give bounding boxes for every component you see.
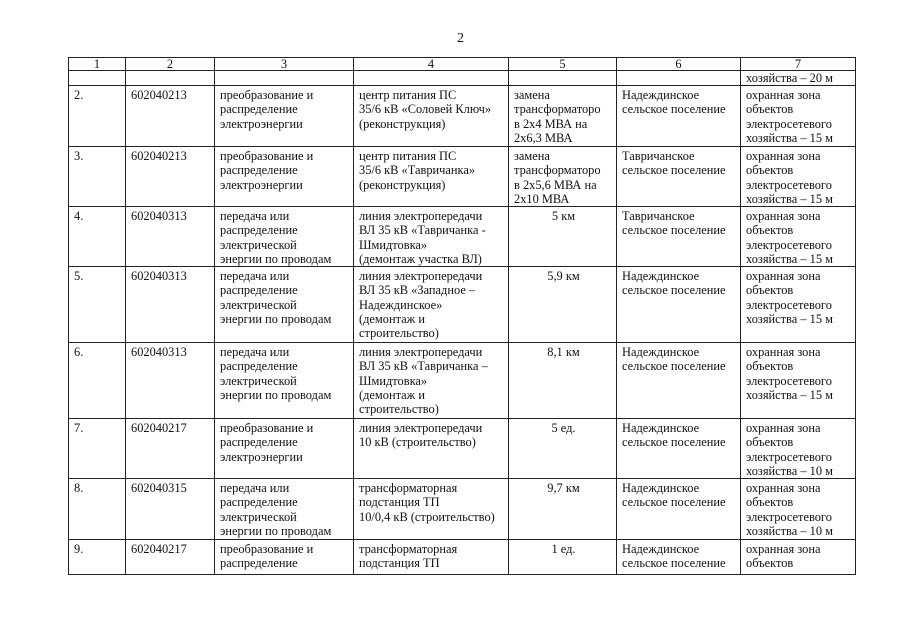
row-number-cell: 4. bbox=[69, 207, 126, 267]
zone-cell: хозяйства – 20 м bbox=[741, 71, 856, 86]
zone-cell bbox=[741, 479, 856, 540]
activity-line: распределение bbox=[220, 359, 298, 374]
measure-line: 8,1 км bbox=[547, 345, 580, 360]
place-line: Надеждинское bbox=[622, 421, 700, 436]
activity-line: преобразование и bbox=[220, 421, 314, 436]
code-cell: 602040313 bbox=[126, 343, 215, 419]
activity-line: распределение bbox=[220, 223, 298, 238]
zone-cell bbox=[741, 540, 856, 575]
zone-line: объектов bbox=[746, 283, 794, 298]
measure-line: замена bbox=[514, 149, 550, 164]
empty-cell bbox=[509, 71, 617, 86]
activity-line: электрической bbox=[220, 373, 297, 388]
activity-line: преобразование и bbox=[220, 88, 314, 103]
place-cell bbox=[617, 343, 741, 419]
activity-cell bbox=[215, 419, 354, 479]
row-number-cell: 9. bbox=[69, 540, 126, 575]
empty-cell bbox=[617, 71, 741, 86]
place-line: Надеждинское bbox=[622, 345, 700, 360]
zone-line: хозяйства – 15 м bbox=[746, 251, 833, 266]
object-line: ВЛ 35 кВ «Тавричанка - bbox=[359, 223, 486, 238]
object-line: подстанция ТП bbox=[359, 495, 440, 510]
measure-cell bbox=[509, 419, 617, 479]
measure-line: 5 ед. bbox=[551, 421, 576, 436]
activity-cell bbox=[215, 540, 354, 575]
row-number-cell: 8. bbox=[69, 479, 126, 540]
zone-line: объектов bbox=[746, 163, 794, 178]
object-line: (демонтаж и bbox=[359, 311, 425, 326]
zone-line: хозяйства – 15 м bbox=[746, 387, 833, 402]
place-line: Надеждинское bbox=[622, 88, 700, 103]
measure-cell bbox=[509, 479, 617, 540]
object-cell bbox=[354, 147, 509, 207]
place-line: сельское поселение bbox=[622, 435, 726, 450]
activity-cell bbox=[215, 86, 354, 147]
activity-line: распределение bbox=[220, 556, 298, 571]
page-number: 2 bbox=[457, 31, 464, 46]
zone-line: объектов bbox=[746, 435, 794, 450]
zone-line: электросетевого bbox=[746, 116, 832, 131]
table-row bbox=[69, 419, 856, 479]
object-line: Надеждинское» bbox=[359, 297, 443, 312]
row-number-cell: 7. bbox=[69, 419, 126, 479]
object-line: 10/0,4 кВ (строительство) bbox=[359, 509, 495, 524]
row-number-cell: 6. bbox=[69, 343, 126, 419]
row-number-cell: 3. bbox=[69, 147, 126, 207]
activity-cell bbox=[215, 267, 354, 343]
activity-line: энергии по проводам bbox=[220, 311, 332, 326]
object-line: трансформаторная bbox=[359, 542, 458, 557]
table-row bbox=[69, 207, 856, 267]
measure-cell bbox=[509, 147, 617, 207]
measure-line: 9,7 км bbox=[547, 481, 580, 496]
activity-line: электрической bbox=[220, 237, 297, 252]
place-line: Тавричанское bbox=[622, 149, 695, 164]
code-cell: 602040313 bbox=[126, 207, 215, 267]
activity-cell bbox=[215, 207, 354, 267]
object-cell bbox=[354, 540, 509, 575]
zone-line: охранная зона bbox=[746, 542, 821, 557]
table-row bbox=[69, 540, 856, 575]
place-line: сельское поселение bbox=[622, 102, 726, 117]
object-line: ВЛ 35 кВ «Западное – bbox=[359, 283, 476, 298]
measure-line: трансформаторо bbox=[514, 102, 601, 117]
table-row bbox=[69, 479, 856, 540]
zone-line: охранная зона bbox=[746, 88, 821, 103]
measure-line: трансформаторо bbox=[514, 163, 601, 178]
zone-line: охранная зона bbox=[746, 209, 821, 224]
place-line: сельское поселение bbox=[622, 283, 726, 298]
activity-line: распределение bbox=[220, 102, 298, 117]
table-row bbox=[69, 267, 856, 343]
activity-line: передача или bbox=[220, 345, 290, 360]
zone-line: охранная зона bbox=[746, 421, 821, 436]
header-row bbox=[69, 58, 856, 71]
object-line: (демонтаж и bbox=[359, 387, 425, 402]
place-cell bbox=[617, 419, 741, 479]
measure-line: 5,9 км bbox=[547, 269, 580, 284]
code-cell: 602040213 bbox=[126, 147, 215, 207]
activity-line: преобразование и bbox=[220, 149, 314, 164]
zone-line: объектов bbox=[746, 359, 794, 374]
activity-line: электроэнергии bbox=[220, 116, 303, 131]
activity-line: электрической bbox=[220, 297, 297, 312]
table-row bbox=[69, 147, 856, 207]
zone-line: охранная зона bbox=[746, 269, 821, 284]
object-cell bbox=[354, 86, 509, 147]
activity-line: передача или bbox=[220, 209, 290, 224]
code-cell: 602040313 bbox=[126, 267, 215, 343]
object-line: (реконструкция) bbox=[359, 177, 446, 192]
object-line: трансформаторная bbox=[359, 481, 458, 496]
header-cell: 7 bbox=[741, 58, 856, 71]
activity-line: передача или bbox=[220, 481, 290, 496]
object-line: строительство) bbox=[359, 326, 439, 341]
table-row bbox=[69, 343, 856, 419]
code-cell: 602040213 bbox=[126, 86, 215, 147]
place-cell bbox=[617, 147, 741, 207]
object-line: подстанция ТП bbox=[359, 556, 440, 571]
zone-line: хозяйства – 10 м bbox=[746, 523, 833, 538]
zone-line: электросетевого bbox=[746, 237, 832, 252]
table-row bbox=[69, 86, 856, 147]
activity-cell bbox=[215, 479, 354, 540]
object-line: Шмидтовка» bbox=[359, 237, 428, 252]
measure-line: 1 ед. bbox=[551, 542, 576, 557]
row-number-cell: 2. bbox=[69, 86, 126, 147]
place-line: сельское поселение bbox=[622, 556, 726, 571]
measure-line: 2х6,3 МВА bbox=[514, 130, 573, 145]
measure-cell bbox=[509, 267, 617, 343]
zone-line: хозяйства – 15 м bbox=[746, 191, 833, 206]
object-cell bbox=[354, 207, 509, 267]
object-line: 35/6 кВ «Тавричанка» bbox=[359, 163, 476, 178]
measure-line: 2х10 МВА bbox=[514, 191, 570, 206]
zone-cell bbox=[741, 419, 856, 479]
measure-line: замена bbox=[514, 88, 550, 103]
measure-cell bbox=[509, 86, 617, 147]
zone-cell bbox=[741, 267, 856, 343]
zone-line: электросетевого bbox=[746, 509, 832, 524]
code-cell: 602040217 bbox=[126, 540, 215, 575]
zone-line: хозяйства – 15 м bbox=[746, 311, 833, 326]
activity-line: распределение bbox=[220, 163, 298, 178]
zone-line: охранная зона bbox=[746, 149, 821, 164]
measure-line: в 2х4 МВА на bbox=[514, 116, 588, 131]
place-line: сельское поселение bbox=[622, 495, 726, 510]
zone-line: объектов bbox=[746, 223, 794, 238]
activity-line: энергии по проводам bbox=[220, 251, 332, 266]
empty-cell bbox=[126, 71, 215, 86]
object-line: линия электропередачи bbox=[359, 345, 483, 360]
measure-line: в 2х5,6 МВА на bbox=[514, 177, 597, 192]
header-cell: 5 bbox=[509, 58, 617, 71]
place-cell bbox=[617, 479, 741, 540]
row-number-cell: 5. bbox=[69, 267, 126, 343]
activity-line: энергии по проводам bbox=[220, 387, 332, 402]
header-cell: 2 bbox=[126, 58, 215, 71]
place-line: сельское поселение bbox=[622, 223, 726, 238]
object-line: Шмидтовка» bbox=[359, 373, 428, 388]
object-line: (реконструкция) bbox=[359, 116, 446, 131]
measure-cell bbox=[509, 343, 617, 419]
measure-cell bbox=[509, 207, 617, 267]
object-line: строительство) bbox=[359, 402, 439, 417]
activity-cell bbox=[215, 147, 354, 207]
object-line: 35/6 кВ «Соловей Ключ» bbox=[359, 102, 492, 117]
zone-line: электросетевого bbox=[746, 177, 832, 192]
zone-cell bbox=[741, 207, 856, 267]
zone-line: охранная зона bbox=[746, 481, 821, 496]
object-line: 10 кВ (строительство) bbox=[359, 435, 476, 450]
measure-line: 5 км bbox=[551, 209, 576, 224]
place-line: Надеждинское bbox=[622, 542, 700, 557]
object-line: ВЛ 35 кВ «Тавричанка – bbox=[359, 359, 488, 374]
place-cell bbox=[617, 207, 741, 267]
place-line: Надеждинское bbox=[622, 481, 700, 496]
activity-line: распределение bbox=[220, 495, 298, 510]
place-line: Надеждинское bbox=[622, 269, 700, 284]
activity-line: передача или bbox=[220, 269, 290, 284]
zone-line: хозяйства – 10 м bbox=[746, 463, 833, 478]
object-cell bbox=[354, 419, 509, 479]
activity-line: преобразование и bbox=[220, 542, 314, 557]
zone-cell bbox=[741, 343, 856, 419]
table-row-continuation bbox=[69, 71, 856, 86]
place-line: Тавричанское bbox=[622, 209, 695, 224]
activity-line: электроэнергии bbox=[220, 177, 303, 192]
object-line: центр питания ПС bbox=[359, 149, 457, 164]
objects-table bbox=[68, 57, 856, 575]
header-cell: 4 bbox=[354, 58, 509, 71]
header-cell: 6 bbox=[617, 58, 741, 71]
zone-line: объектов bbox=[746, 102, 794, 117]
object-line: (демонтаж участка ВЛ) bbox=[359, 251, 482, 266]
object-line: линия электропередачи bbox=[359, 421, 483, 436]
object-line: линия электропередачи bbox=[359, 209, 483, 224]
activity-line: электрической bbox=[220, 509, 297, 524]
activity-cell bbox=[215, 343, 354, 419]
zone-line: объектов bbox=[746, 495, 794, 510]
object-line: линия электропередачи bbox=[359, 269, 483, 284]
object-cell bbox=[354, 343, 509, 419]
zone-cell bbox=[741, 86, 856, 147]
activity-line: электроэнергии bbox=[220, 449, 303, 464]
zone-line: хозяйства – 15 м bbox=[746, 130, 833, 145]
place-cell bbox=[617, 86, 741, 147]
object-cell bbox=[354, 267, 509, 343]
activity-line: распределение bbox=[220, 435, 298, 450]
empty-cell bbox=[354, 71, 509, 86]
header-cell: 1 bbox=[69, 58, 126, 71]
zone-line: электросетевого bbox=[746, 297, 832, 312]
object-line: центр питания ПС bbox=[359, 88, 457, 103]
measure-cell bbox=[509, 540, 617, 575]
place-cell bbox=[617, 267, 741, 343]
code-cell: 602040217 bbox=[126, 419, 215, 479]
activity-line: энергии по проводам bbox=[220, 523, 332, 538]
header-cell: 3 bbox=[215, 58, 354, 71]
zone-cell bbox=[741, 147, 856, 207]
code-cell: 602040315 bbox=[126, 479, 215, 540]
zone-line: электросетевого bbox=[746, 373, 832, 388]
place-line: сельское поселение bbox=[622, 163, 726, 178]
empty-cell bbox=[69, 71, 126, 86]
place-line: сельское поселение bbox=[622, 359, 726, 374]
zone-line: охранная зона bbox=[746, 345, 821, 360]
empty-cell bbox=[215, 71, 354, 86]
activity-line: распределение bbox=[220, 283, 298, 298]
zone-line: электросетевого bbox=[746, 449, 832, 464]
place-cell bbox=[617, 540, 741, 575]
object-cell bbox=[354, 479, 509, 540]
zone-line: объектов bbox=[746, 556, 794, 571]
